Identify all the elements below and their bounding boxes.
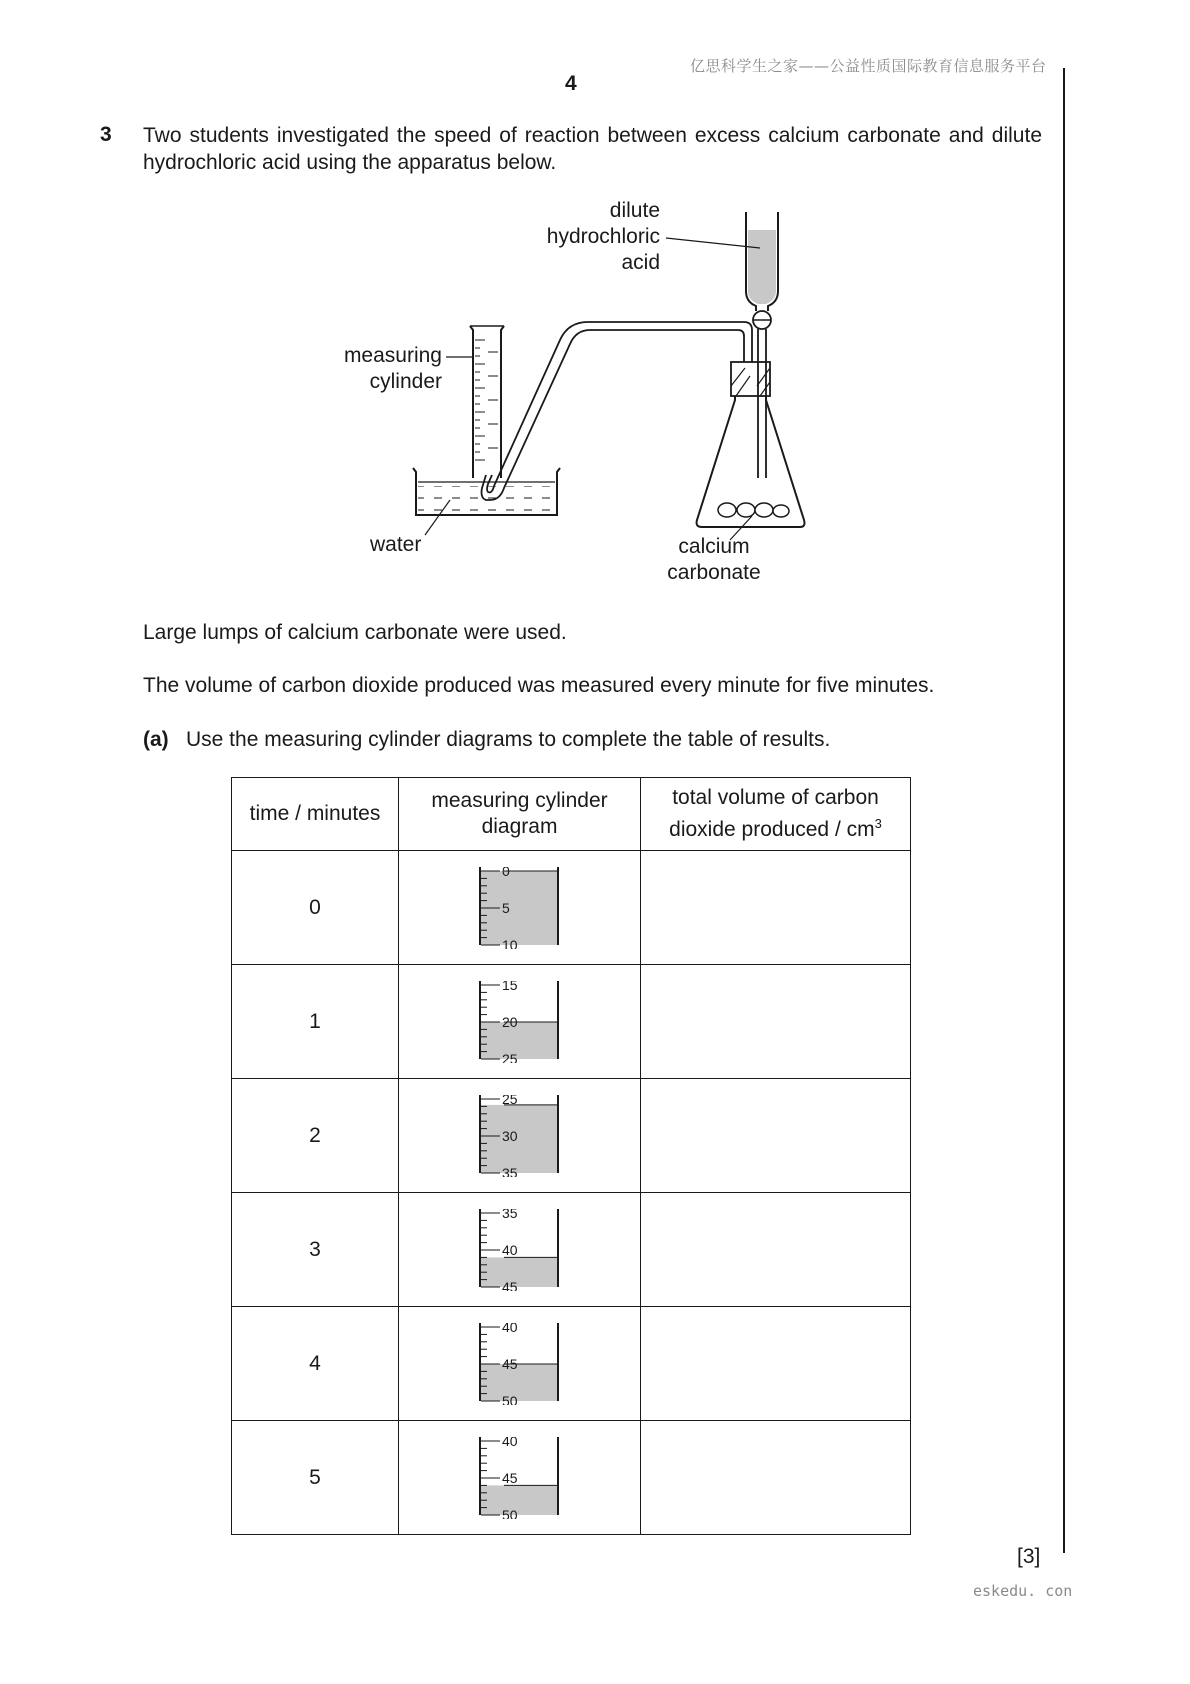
cylinder-diagram-cell	[399, 1079, 641, 1193]
part-a-label: (a)	[143, 728, 169, 751]
paragraph-lumps: Large lumps of calcium carbonate were used.	[143, 621, 567, 644]
time-cell: 1	[232, 965, 399, 1079]
answer-cell[interactable]	[641, 851, 911, 965]
cylinder-scale-diagram	[478, 1437, 562, 1519]
dropping-funnel	[746, 212, 778, 478]
scale-label: 45	[501, 1278, 518, 1291]
answer-cell[interactable]	[641, 1193, 911, 1307]
scale-label: 35	[501, 1208, 518, 1221]
margin-rule	[1063, 68, 1065, 1553]
answer-cell[interactable]	[641, 1079, 911, 1193]
scale-label: 50	[501, 1392, 518, 1405]
header-volume: total volume of carbon dioxide produced / $cm^3$	[641, 778, 911, 851]
scale-label: 40	[501, 1436, 518, 1449]
conical-flask	[697, 362, 805, 527]
question-intro: Two students investigated the speed of reaction between excess calcium carbonate and dilute hydrochloric acid using the apparatus below.	[143, 124, 1042, 174]
liquid-fill	[480, 1364, 558, 1401]
liquid-fill	[480, 1257, 558, 1287]
label-calcium-carbonate: calcium carbonate	[667, 535, 761, 584]
table-row	[232, 851, 911, 965]
scale-label: 15	[501, 980, 518, 993]
label-measuring-cylinder: measuring cylinder	[343, 344, 442, 393]
time-cell: 4	[232, 1307, 399, 1421]
scale-label: 20	[501, 1013, 518, 1030]
paragraph-volume: The volume of carbon dioxide produced was measured every minute for five minutes.	[143, 674, 935, 697]
answer-cell[interactable]	[641, 1421, 911, 1535]
cylinder-diagram-cell	[399, 965, 641, 1079]
marks-allocation: [3]	[1017, 1545, 1041, 1568]
part-a-text: Use the measuring cylinder diagrams to complete the table of results.	[186, 728, 831, 751]
time-cell: 2	[232, 1079, 399, 1193]
answer-cell[interactable]	[641, 1307, 911, 1421]
table-header-row	[232, 778, 911, 851]
scale-label: 25	[501, 1094, 518, 1107]
cylinder-scale-diagram	[478, 1323, 562, 1405]
page-number: 4	[565, 72, 577, 95]
results-table	[231, 777, 911, 1535]
calcium-carbonate-lumps	[718, 503, 789, 517]
scale-label: 45	[501, 1355, 518, 1372]
time-cell: 3	[232, 1193, 399, 1307]
cylinder-scale-diagram	[478, 1209, 562, 1291]
table-row	[232, 1193, 911, 1307]
header-watermark: 亿思科学生之家——公益性质国际教育信息服务平台	[690, 57, 1047, 75]
scale-label: 40	[501, 1322, 518, 1335]
cylinder-scale-diagram	[478, 981, 562, 1063]
liquid-fill	[480, 1104, 558, 1172]
footer-watermark: eskedu. con	[973, 1582, 1073, 1600]
answer-cell[interactable]	[641, 965, 911, 1079]
water-trough	[413, 468, 560, 515]
scale-label: 25	[501, 1050, 518, 1063]
table-row	[232, 1079, 911, 1193]
label-water: water	[370, 533, 422, 556]
cylinder-diagram-cell	[399, 1421, 641, 1535]
scale-label: 45	[501, 1469, 518, 1486]
scale-label: 0	[501, 866, 510, 879]
header-diagram: measuring cylinder diagram	[399, 778, 641, 851]
liquid-fill	[480, 1485, 558, 1515]
cylinder-diagram-cell	[399, 851, 641, 965]
scale-label: 40	[501, 1241, 518, 1258]
time-cell: 0	[232, 851, 399, 965]
cylinder-scale-diagram	[478, 1095, 562, 1177]
cylinder-diagram-cell	[399, 1307, 641, 1421]
cylinder-diagram-cell	[399, 1193, 641, 1307]
header-time: time / minutes	[232, 778, 399, 851]
liquid-fill	[480, 1022, 558, 1059]
scale-label: 30	[501, 1127, 518, 1144]
time-cell: 5	[232, 1421, 399, 1535]
scale-label: 5	[501, 899, 510, 916]
question-number: 3	[100, 123, 112, 146]
scale-label: 35	[501, 1164, 518, 1177]
cylinder-scale-diagram	[478, 867, 562, 949]
table-row	[232, 1307, 911, 1421]
label-dilute-hydrochloric-acid: dilute hydrochloric acid	[546, 199, 660, 274]
table-row	[232, 1421, 911, 1535]
scale-label: 50	[501, 1506, 518, 1519]
measuring-cylinder	[470, 326, 504, 478]
scale-label: 10	[501, 936, 518, 949]
table-row	[232, 965, 911, 1079]
